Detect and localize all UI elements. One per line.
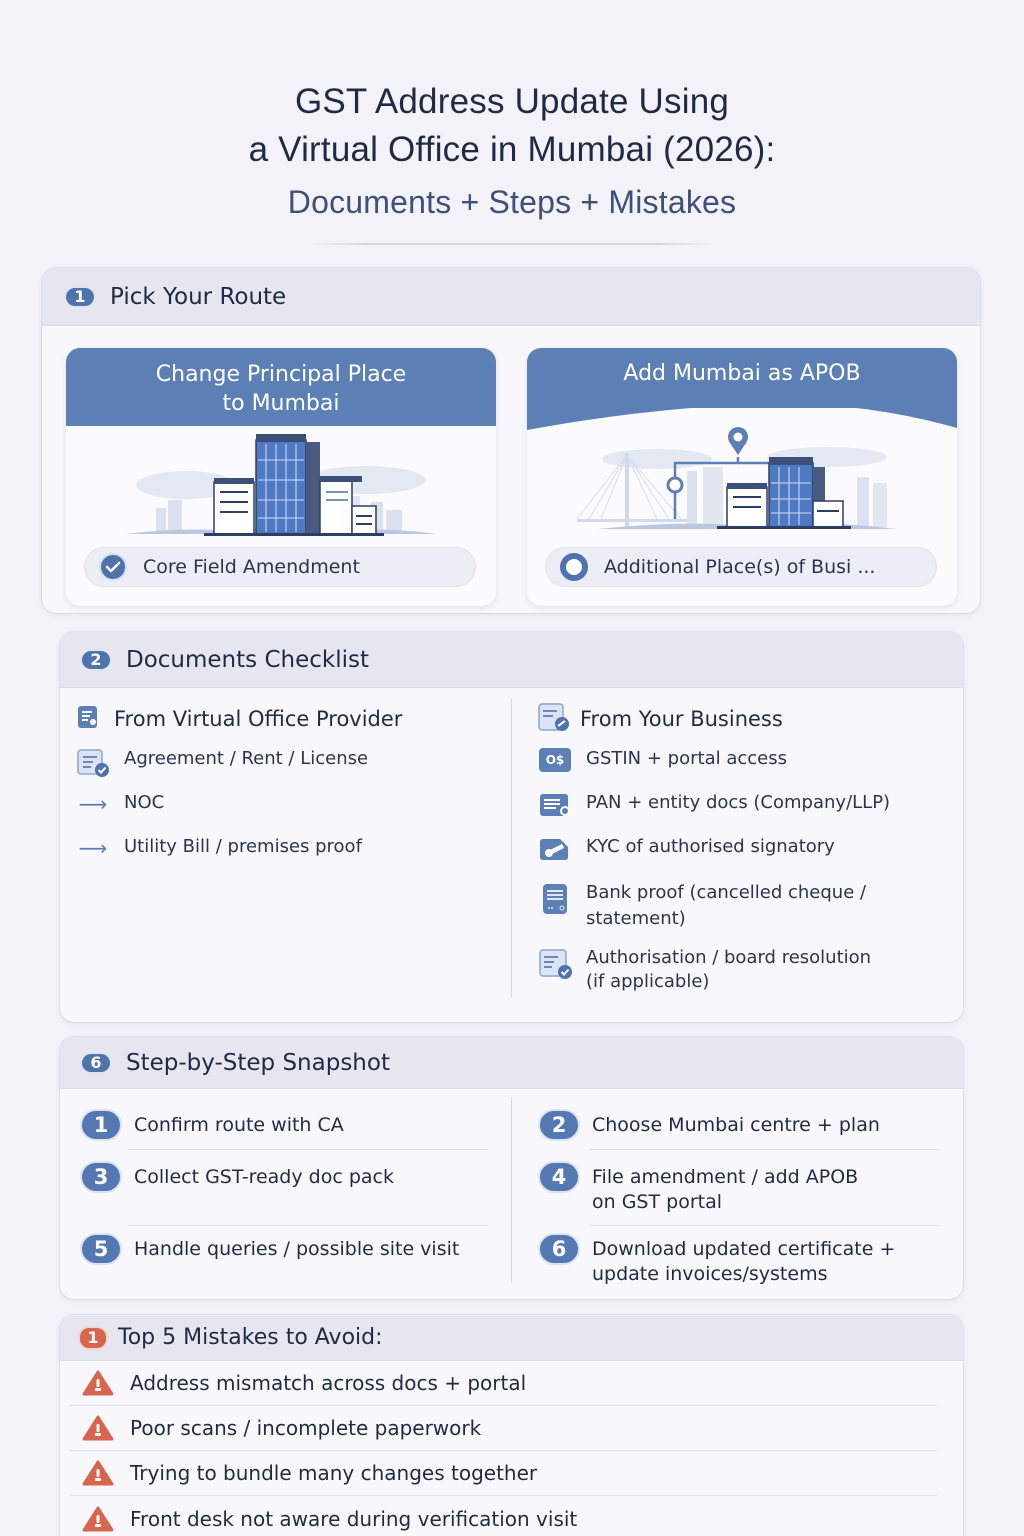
step-label: Confirm route with CA (134, 1114, 344, 1136)
steps-section-title: Step-by-Step Snapshot (126, 1049, 390, 1076)
list-item-label: KYC of authorised signatory (586, 836, 835, 857)
list-item-label-line-2: statement) (586, 908, 686, 929)
provider-docs-title (76, 702, 496, 736)
provider-docs-title-text: From Virtual Office Provider (114, 707, 403, 731)
document-sign-icon (538, 702, 570, 737)
list-item-label-line-1: Bank proof (cancelled cheque / (586, 882, 867, 903)
documents-section (60, 632, 963, 1022)
arrow-right-icon: ⟶ (78, 836, 108, 860)
step-label (592, 1237, 895, 1287)
business-docs-title (538, 702, 948, 736)
step-number-badge: 3 (80, 1161, 122, 1193)
page-header (0, 78, 1024, 226)
list-item (76, 834, 496, 878)
step-item-4 (538, 1165, 858, 1215)
column-divider (511, 1097, 512, 1283)
route-card-header (527, 348, 957, 408)
list-item-label: Agreement / Rent / License (124, 748, 369, 769)
office-building-illustration (116, 430, 446, 540)
route-section-header (42, 268, 980, 326)
list-item (538, 834, 948, 880)
step-item-3 (80, 1165, 394, 1193)
mistake-item (70, 1406, 937, 1451)
mistake-item (70, 1451, 937, 1496)
document-icon (76, 705, 100, 734)
section-number-badge: 1 (64, 286, 96, 308)
mistake-label: Poor scans / incomplete paperwork (130, 1416, 482, 1440)
step-label (592, 1165, 858, 1215)
mistake-label: Front desk not aware during verification visit (130, 1506, 578, 1531)
gstin-badge-text: O$ (539, 748, 571, 772)
step-item-6 (538, 1237, 895, 1287)
step-label-line-1: Download updated certificate + (592, 1238, 896, 1260)
list-item (538, 880, 948, 946)
step-number-badge: 1 (80, 1109, 122, 1141)
document-check-icon (76, 746, 110, 778)
list-item (538, 790, 948, 834)
route-card-title-line-2: to Mumbai (222, 391, 340, 416)
step-number-badge: 5 (80, 1233, 122, 1265)
step-label: Handle queries / possible site visit (134, 1238, 460, 1260)
list-item-label: GSTIN + portal access (586, 748, 787, 769)
step-label-line-1: File amendment / add APOB (592, 1166, 859, 1188)
step-number-badge: 2 (538, 1109, 580, 1141)
step-separator (590, 1225, 940, 1226)
list-item-label-line-1: Authorisation / board resolution (586, 947, 872, 968)
page-title-line-2: a Virtual Office in Mumbai (2026): (248, 130, 776, 169)
business-docs-column (538, 702, 948, 1006)
ring-icon (560, 553, 588, 581)
step-separator (128, 1149, 488, 1150)
list-item (538, 946, 948, 1006)
check-circle-icon (99, 553, 127, 581)
mistakes-section-header (60, 1315, 963, 1361)
step-label: Choose Mumbai centre + plan (592, 1114, 880, 1136)
warning-icon (82, 1460, 114, 1486)
route-card-title-line-1: Add Mumbai as APOB (623, 361, 861, 386)
page-title-line-1: GST Address Update Using (294, 82, 730, 121)
warning-icon (82, 1370, 114, 1396)
documents-section-header (60, 632, 963, 688)
mistakes-section (60, 1315, 963, 1536)
step-item-1 (80, 1113, 344, 1141)
step-label-line-2: on GST portal (592, 1191, 723, 1213)
list-item-label: Utility Bill / premises proof (124, 836, 362, 857)
mistake-item (70, 1496, 937, 1536)
route-section (42, 268, 980, 613)
step-separator (590, 1149, 940, 1150)
arrow-right-icon: ⟶ (78, 792, 108, 816)
city-location-illustration (577, 418, 907, 538)
steps-section-header (60, 1037, 963, 1089)
route-card-add-apob[interactable] (527, 348, 957, 606)
steps-section (60, 1037, 963, 1299)
route-card-change-principal-place[interactable] (66, 348, 496, 606)
route-section-title: Pick Your Route (110, 283, 287, 310)
warning-icon (82, 1415, 114, 1441)
mistake-item (70, 1361, 937, 1406)
entity-docs-icon (538, 790, 572, 818)
kyc-icon (538, 834, 572, 862)
list-item (76, 746, 496, 790)
route-type-pill (84, 547, 476, 587)
mistake-label: Address mismatch across docs + portal (130, 1371, 527, 1395)
list-item-label: PAN + entity docs (Company/LLP) (586, 792, 891, 813)
step-number-badge: 6 (538, 1233, 580, 1265)
column-divider (511, 698, 512, 998)
page-subtitle: Documents + Steps + Mistakes (287, 184, 737, 220)
document-check-icon (538, 946, 572, 980)
step-item-5 (80, 1237, 459, 1265)
gstin-badge-icon (538, 746, 572, 772)
step-label: Collect GST-ready doc pack (134, 1166, 394, 1188)
route-type-pill (545, 547, 937, 587)
mistakes-section-title: Top 5 Mistakes to Avoid: (118, 1325, 383, 1350)
section-number-badge: 6 (80, 1052, 112, 1074)
bank-doc-icon (538, 880, 572, 916)
list-item (76, 790, 496, 834)
route-card-header (66, 348, 496, 426)
step-separator (128, 1225, 488, 1226)
section-number-badge: 2 (80, 649, 112, 671)
provider-docs-column (76, 702, 496, 878)
list-item-label (586, 880, 866, 932)
list-item-label (586, 946, 871, 994)
step-label-line-2: update invoices/systems (592, 1263, 828, 1285)
title-divider (307, 243, 717, 245)
list-item-label: NOC (124, 792, 165, 813)
business-docs-title-text: From Your Business (580, 707, 783, 731)
route-card-title-line-1: Change Principal Place (155, 362, 407, 387)
mistake-label: Trying to bundle many changes together (130, 1461, 538, 1485)
list-item (538, 746, 948, 790)
route-pill-label: Additional Place(s) of Busi ... (604, 556, 876, 578)
step-item-2 (538, 1113, 880, 1141)
section-number-badge: 1 (78, 1326, 108, 1350)
list-item-label-line-2: (if applicable) (586, 971, 710, 992)
documents-section-title: Documents Checklist (126, 646, 369, 673)
warning-icon (82, 1506, 114, 1532)
step-number-badge: 4 (538, 1161, 580, 1193)
route-pill-label: Core Field Amendment (143, 556, 360, 578)
